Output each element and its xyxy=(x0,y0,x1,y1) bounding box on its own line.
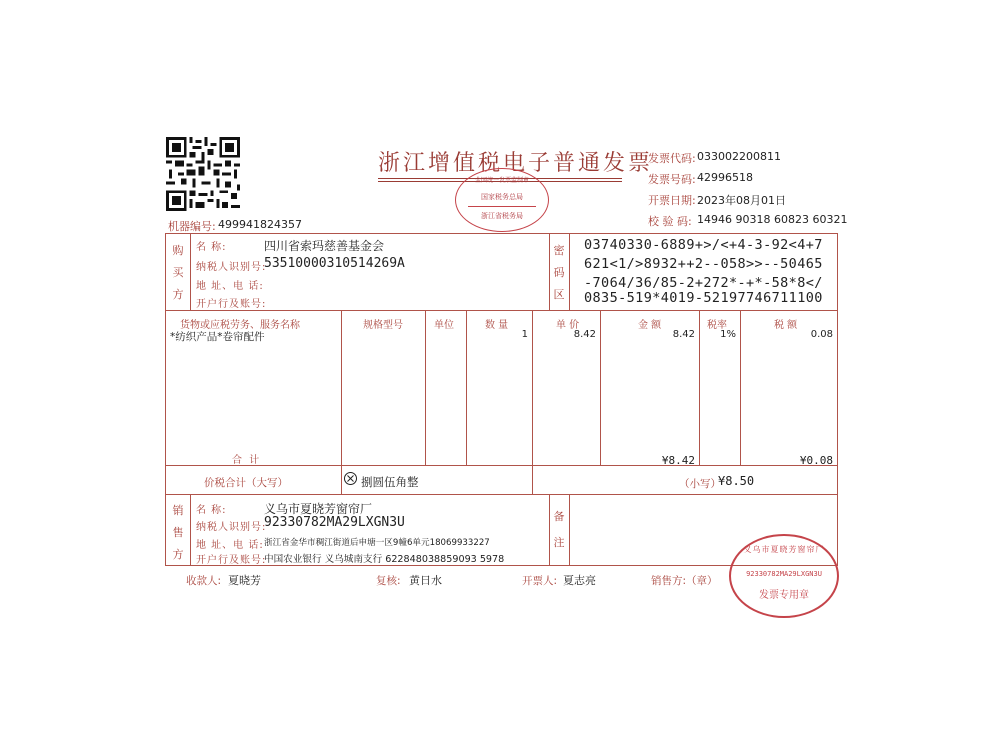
col-rule-rate xyxy=(699,310,700,465)
buyer-tax-value: 53510000310514269A xyxy=(264,256,405,271)
col-header-amount: 金 额 xyxy=(638,320,662,331)
col-rule-tax xyxy=(740,310,741,465)
grand-total-rule xyxy=(341,465,342,494)
seller-tax-label: 纳税人识别号: xyxy=(196,522,267,533)
item-tax: 0.08 xyxy=(810,329,833,340)
total-tax: ¥0.08 xyxy=(799,454,833,467)
buyer-addr-label: 地 址、电 话: xyxy=(196,281,264,292)
grand-total-small-value: ¥8.50 xyxy=(718,474,755,488)
buyer-bank-label: 开户行及账号: xyxy=(196,299,267,310)
grand-total-label: 价税合计（大写） xyxy=(204,477,288,489)
seller-bank-label: 开户行及账号: xyxy=(196,555,267,566)
col-rule-spec xyxy=(341,310,342,465)
stamp-rule xyxy=(468,206,536,207)
col-rule-price xyxy=(532,310,533,494)
seller-tax-value: 92330782MA29LXGN3U xyxy=(264,515,405,530)
remark-left-rule xyxy=(549,494,550,566)
seller-addr-value: 浙江省金华市稠江街道后申塘一区9幢6单元18069933227 xyxy=(264,538,490,548)
invoice-date-label: 开票日期: xyxy=(648,194,696,207)
seller-stamp-code: 92330782MA29LXGN3U xyxy=(746,570,822,578)
password-line-3: -7064/36/85-2+272*-+*-58*8</ xyxy=(584,275,823,291)
rule-items-bottom xyxy=(165,465,838,466)
total-label: 合 计 xyxy=(232,455,262,466)
buyer-side-rule xyxy=(190,233,191,310)
check-code-value: 14946 90318 60823 60321 xyxy=(697,213,848,226)
seller-side-rule xyxy=(190,494,191,566)
invoice-number-value: 42996518 xyxy=(697,171,753,184)
buyer-name-value: 四川省索玛慈善基金会 xyxy=(264,239,385,253)
tax-bureau-stamp xyxy=(455,168,549,232)
col-header-price: 单 价 xyxy=(556,320,580,331)
password-area-label: 密码区 xyxy=(553,244,565,301)
item-amount: 8.42 xyxy=(672,329,695,340)
password-label-rule xyxy=(569,233,570,310)
invoice-title: 浙江增值税电子普通发票 xyxy=(378,151,654,176)
rule-total-bottom xyxy=(165,494,838,495)
password-line-2: 621<1/>8932++2--058>>--50465 xyxy=(584,256,823,272)
check-code-label: 校 验 码: xyxy=(648,215,692,228)
item-name: *纺织产品*卷帘配件 xyxy=(170,331,265,343)
issuer-value: 夏志亮 xyxy=(563,574,596,587)
remark-label-rule xyxy=(569,494,570,566)
total-amount: ¥8.42 xyxy=(661,454,695,467)
invoice-number-label: 发票号码: xyxy=(648,173,696,186)
machine-label: 机器编号: xyxy=(168,220,216,233)
item-qty: 1 xyxy=(521,329,528,340)
password-line-4: 0835-519*4019-52197746711100 xyxy=(584,290,823,306)
seller-addr-label: 地 址、电 话: xyxy=(196,540,264,551)
seller-seal-label: 销售方:（章） xyxy=(651,575,718,587)
col-header-spec: 规格型号 xyxy=(363,320,403,331)
issuer-label: 开票人: xyxy=(522,575,558,587)
col-rule-unit xyxy=(425,310,426,465)
col-header-rate: 税率 xyxy=(707,320,727,331)
seller-invoice-stamp xyxy=(729,534,839,618)
remark-label: 备注 xyxy=(553,510,565,549)
invoice-date-value: 2023年08月01日 xyxy=(697,194,786,207)
col-rule-qty xyxy=(466,310,467,465)
grand-total-words: 捌圆伍角整 xyxy=(361,475,419,489)
item-rate: 1% xyxy=(720,329,736,340)
col-header-qty: 数 量 xyxy=(485,320,509,331)
stamp-line2: 国家税务总局 xyxy=(481,193,523,201)
seller-side-label: 销售方 xyxy=(172,504,184,561)
invoice-code-value: 033002200811 xyxy=(697,150,781,163)
seller-bank-value: 中国农业银行 义乌城南支行 622848038859093 5978 xyxy=(264,554,505,565)
col-header-tax: 税 额 xyxy=(774,320,798,331)
cross-circle-icon xyxy=(344,472,357,485)
rule-buyer-bottom xyxy=(165,310,838,311)
seller-stamp-bottom: 发票专用章 xyxy=(759,590,809,601)
buyer-side-label: 购买方 xyxy=(172,244,184,301)
seller-stamp-arc: 义乌市夏晓芳窗帘厂 xyxy=(743,545,825,554)
item-price: 8.42 xyxy=(573,329,596,340)
stamp-line3: 浙江省税务局 xyxy=(481,212,523,220)
review-label: 复核: xyxy=(376,575,401,587)
review-value: 黄日水 xyxy=(409,574,442,587)
payee-value: 夏晓芳 xyxy=(228,574,261,587)
col-rule-amount xyxy=(600,310,601,465)
seller-name-label: 名 称: xyxy=(196,505,227,516)
col-header-unit: 单位 xyxy=(434,320,454,331)
col-header-name: 货物或应税劳务、服务名称 xyxy=(180,320,300,331)
password-line-1: 03740330-6889+>/<+4-3-92<4+7 xyxy=(584,237,823,253)
machine-value: 499941824357 xyxy=(218,218,302,231)
grand-total-small-label: （小写） xyxy=(679,478,721,490)
stamp-line1: 全国统一发票监制章 xyxy=(474,177,529,184)
buyer-tax-label: 纳税人识别号: xyxy=(196,262,267,273)
password-left-rule xyxy=(549,233,550,310)
buyer-name-label: 名 称: xyxy=(196,242,227,253)
qr-code xyxy=(166,137,240,211)
payee-label: 收款人: xyxy=(186,575,222,587)
seller-name-value: 义乌市夏晓芳窗帘厂 xyxy=(264,502,373,516)
invoice-code-label: 发票代码: xyxy=(648,152,696,165)
